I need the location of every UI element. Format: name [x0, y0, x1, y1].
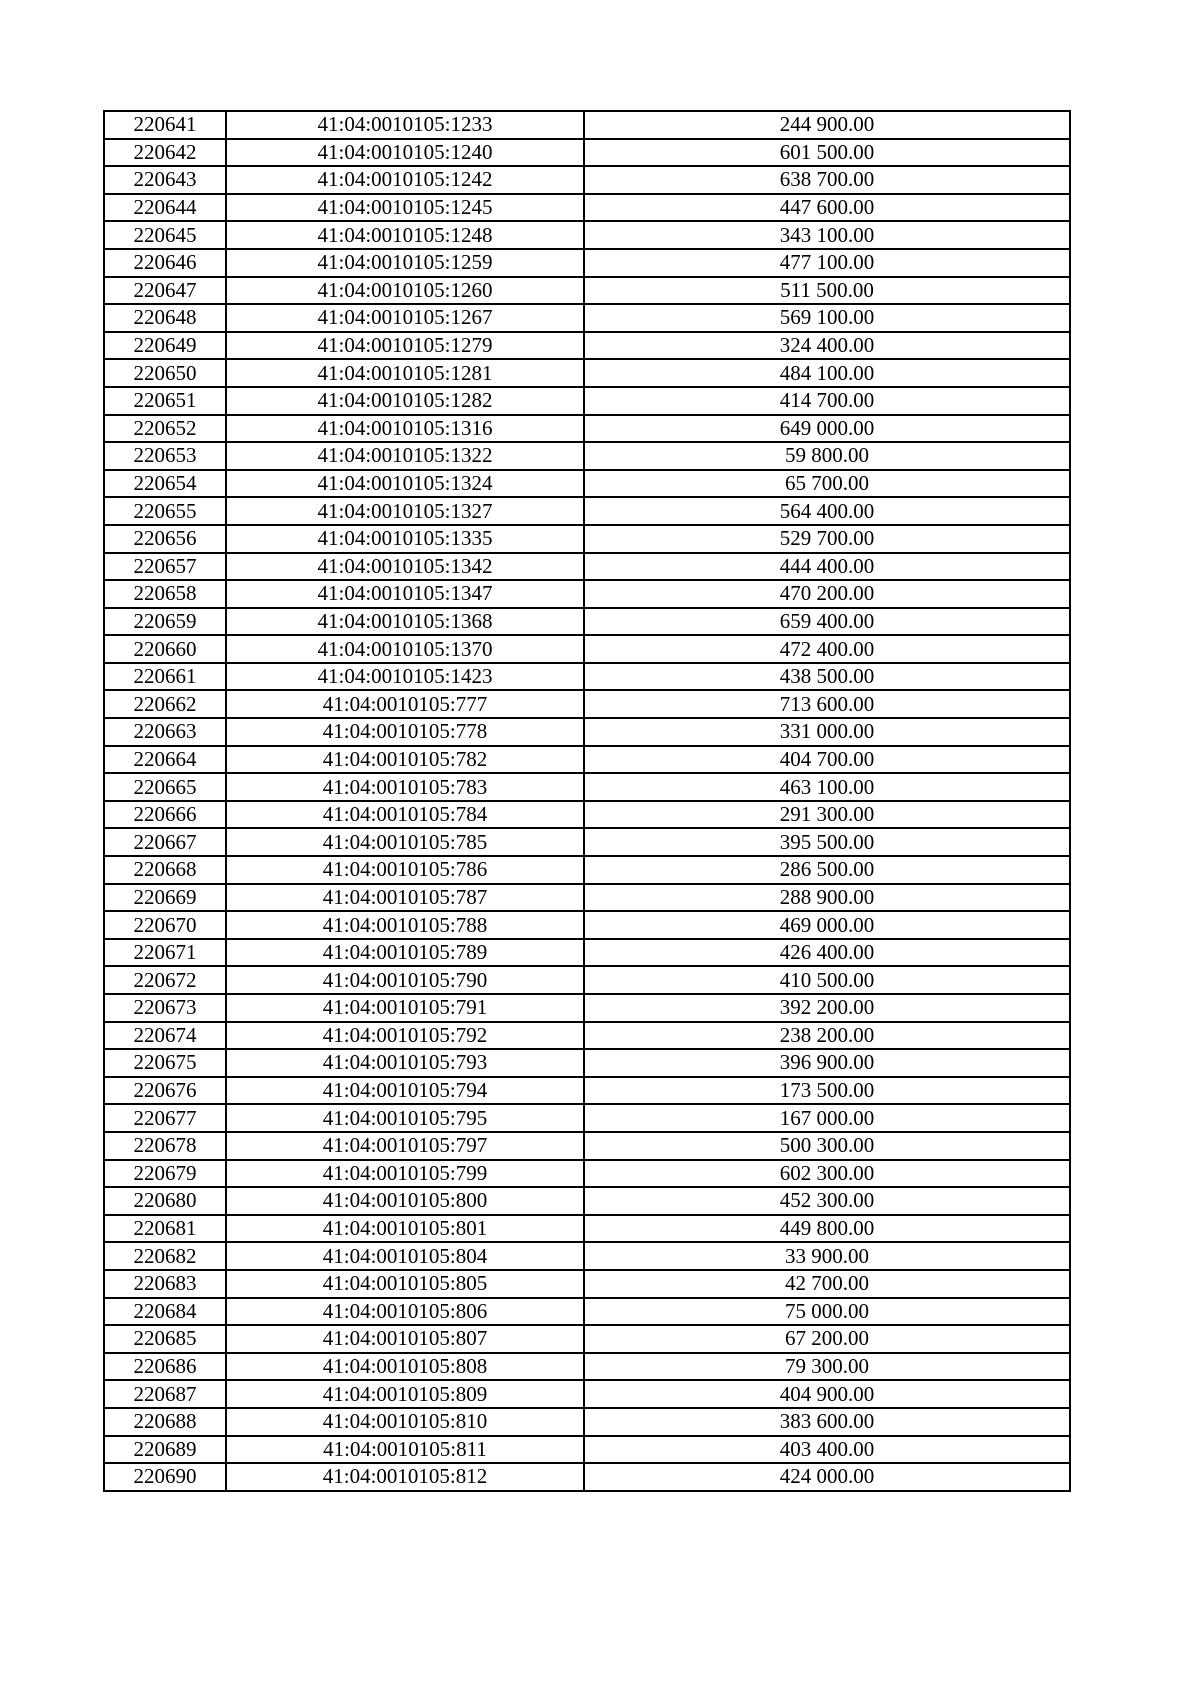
row-number-cell: 220675: [104, 1049, 226, 1077]
row-number-cell: 220654: [104, 470, 226, 498]
cadastral-value-cell: 477 100.00: [584, 249, 1070, 277]
cadastral-value-cell: 75 000.00: [584, 1298, 1070, 1326]
cadastral-value-cell: 67 200.00: [584, 1325, 1070, 1353]
cadastral-number-cell: 41:04:0010105:1260: [226, 277, 584, 305]
cadastral-number-cell: 41:04:0010105:804: [226, 1242, 584, 1270]
cadastral-value-cell: 484 100.00: [584, 359, 1070, 387]
cadastral-number-cell: 41:04:0010105:784: [226, 801, 584, 829]
cadastral-number-cell: 41:04:0010105:1281: [226, 359, 584, 387]
row-number-cell: 220683: [104, 1270, 226, 1298]
table-row: [104, 608, 1070, 636]
cadastral-value-cell: 59 800.00: [584, 442, 1070, 470]
cadastral-value-cell: 65 700.00: [584, 470, 1070, 498]
row-number-cell: 220651: [104, 387, 226, 415]
cadastral-value-cell: 659 400.00: [584, 608, 1070, 636]
cadastral-number-cell: 41:04:0010105:790: [226, 966, 584, 994]
cadastral-number-cell: 41:04:0010105:1316: [226, 415, 584, 443]
table-row: [104, 1022, 1070, 1050]
row-number-cell: 220677: [104, 1104, 226, 1132]
table-row: [104, 690, 1070, 718]
table-row: [104, 1132, 1070, 1160]
table-row: [104, 1270, 1070, 1298]
row-number-cell: 220682: [104, 1242, 226, 1270]
table-row: [104, 442, 1070, 470]
cadastral-value-cell: 173 500.00: [584, 1077, 1070, 1105]
row-number-cell: 220642: [104, 139, 226, 167]
cadastral-number-cell: 41:04:0010105:1342: [226, 553, 584, 581]
row-number-cell: 220663: [104, 718, 226, 746]
row-number-cell: 220647: [104, 277, 226, 305]
cadastral-number-cell: 41:04:0010105:791: [226, 994, 584, 1022]
cadastral-value-cell: 569 100.00: [584, 304, 1070, 332]
table-row: [104, 1077, 1070, 1105]
cadastral-value-cell: 244 900.00: [584, 111, 1070, 139]
cadastral-value-cell: 167 000.00: [584, 1104, 1070, 1132]
row-number-cell: 220656: [104, 525, 226, 553]
row-number-cell: 220671: [104, 939, 226, 967]
table-row: [104, 304, 1070, 332]
table-row: [104, 1160, 1070, 1188]
cadastral-value-cell: 410 500.00: [584, 966, 1070, 994]
cadastral-number-cell: 41:04:0010105:806: [226, 1298, 584, 1326]
cadastral-number-cell: 41:04:0010105:782: [226, 746, 584, 774]
table-row: [104, 718, 1070, 746]
table-row: [104, 1187, 1070, 1215]
row-number-cell: 220659: [104, 608, 226, 636]
cadastral-number-cell: 41:04:0010105:807: [226, 1325, 584, 1353]
table-row: [104, 1408, 1070, 1436]
row-number-cell: 220687: [104, 1380, 226, 1408]
row-number-cell: 220649: [104, 332, 226, 360]
cadastral-number-cell: 41:04:0010105:792: [226, 1022, 584, 1050]
cadastral-value-cell: 500 300.00: [584, 1132, 1070, 1160]
cadastral-number-cell: 41:04:0010105:1233: [226, 111, 584, 139]
table-row: [104, 415, 1070, 443]
table-row: [104, 966, 1070, 994]
table-row: [104, 1215, 1070, 1243]
cadastral-number-cell: 41:04:0010105:799: [226, 1160, 584, 1188]
cadastral-value-cell: 426 400.00: [584, 939, 1070, 967]
row-number-cell: 220653: [104, 442, 226, 470]
cadastral-number-cell: 41:04:0010105:788: [226, 911, 584, 939]
cadastral-number-cell: 41:04:0010105:1245: [226, 194, 584, 222]
cadastral-value-cell: 414 700.00: [584, 387, 1070, 415]
table-row: [104, 773, 1070, 801]
cadastral-value-cell: 383 600.00: [584, 1408, 1070, 1436]
cadastral-value-cell: 444 400.00: [584, 553, 1070, 581]
cadastral-value-cell: 424 000.00: [584, 1463, 1070, 1491]
cadastral-value-cell: 601 500.00: [584, 139, 1070, 167]
cadastral-number-cell: 41:04:0010105:809: [226, 1380, 584, 1408]
cadastral-number-cell: 41:04:0010105:1267: [226, 304, 584, 332]
table-row: [104, 497, 1070, 525]
table-row: [104, 1104, 1070, 1132]
table-row: [104, 387, 1070, 415]
cadastral-number-cell: 41:04:0010105:793: [226, 1049, 584, 1077]
row-number-cell: 220641: [104, 111, 226, 139]
cadastral-value-cell: 438 500.00: [584, 663, 1070, 691]
cadastral-number-cell: 41:04:0010105:1242: [226, 166, 584, 194]
table-row: [104, 1463, 1070, 1491]
table-row: [104, 1049, 1070, 1077]
cadastral-number-cell: 41:04:0010105:808: [226, 1353, 584, 1381]
row-number-cell: 220680: [104, 1187, 226, 1215]
cadastral-number-cell: 41:04:0010105:1322: [226, 442, 584, 470]
row-number-cell: 220643: [104, 166, 226, 194]
cadastral-value-cell: 291 300.00: [584, 801, 1070, 829]
row-number-cell: 220644: [104, 194, 226, 222]
table-row: [104, 828, 1070, 856]
cadastral-value-cell: 238 200.00: [584, 1022, 1070, 1050]
table-row: [104, 111, 1070, 139]
row-number-cell: 220678: [104, 1132, 226, 1160]
cadastral-number-cell: 41:04:0010105:1240: [226, 139, 584, 167]
row-number-cell: 220662: [104, 690, 226, 718]
table-row: [104, 911, 1070, 939]
row-number-cell: 220652: [104, 415, 226, 443]
row-number-cell: 220666: [104, 801, 226, 829]
cadastral-number-cell: 41:04:0010105:1259: [226, 249, 584, 277]
cadastral-number-cell: 41:04:0010105:1347: [226, 580, 584, 608]
cadastral-number-cell: 41:04:0010105:787: [226, 884, 584, 912]
cadastral-value-cell: 324 400.00: [584, 332, 1070, 360]
cadastral-value-cell: 449 800.00: [584, 1215, 1070, 1243]
cadastral-value-cell: 288 900.00: [584, 884, 1070, 912]
row-number-cell: 220672: [104, 966, 226, 994]
row-number-cell: 220645: [104, 221, 226, 249]
row-number-cell: 220665: [104, 773, 226, 801]
table-row: [104, 1298, 1070, 1326]
row-number-cell: 220664: [104, 746, 226, 774]
cadastral-value-cell: 463 100.00: [584, 773, 1070, 801]
cadastral-number-cell: 41:04:0010105:789: [226, 939, 584, 967]
table-row: [104, 1436, 1070, 1464]
cadastral-value-cell: 649 000.00: [584, 415, 1070, 443]
table-row: [104, 249, 1070, 277]
cadastral-number-cell: 41:04:0010105:778: [226, 718, 584, 746]
cadastral-number-cell: 41:04:0010105:1335: [226, 525, 584, 553]
cadastral-value-cell: 33 900.00: [584, 1242, 1070, 1270]
cadastral-value-cell: 42 700.00: [584, 1270, 1070, 1298]
cadastral-value-cell: 396 900.00: [584, 1049, 1070, 1077]
table-row: [104, 939, 1070, 967]
row-number-cell: 220667: [104, 828, 226, 856]
cadastral-number-cell: 41:04:0010105:805: [226, 1270, 584, 1298]
cadastral-number-cell: 41:04:0010105:1327: [226, 497, 584, 525]
cadastral-value-cell: 447 600.00: [584, 194, 1070, 222]
cadastral-number-cell: 41:04:0010105:1248: [226, 221, 584, 249]
row-number-cell: 220684: [104, 1298, 226, 1326]
table-row: [104, 553, 1070, 581]
cadastral-value-cell: 286 500.00: [584, 856, 1070, 884]
cadastral-value-cell: 529 700.00: [584, 525, 1070, 553]
table-row: [104, 746, 1070, 774]
table-body: [104, 111, 1070, 1491]
cadastral-number-cell: 41:04:0010105:794: [226, 1077, 584, 1105]
cadastral-value-cell: 713 600.00: [584, 690, 1070, 718]
row-number-cell: 220688: [104, 1408, 226, 1436]
cadastral-value-cell: 452 300.00: [584, 1187, 1070, 1215]
cadastral-number-cell: 41:04:0010105:801: [226, 1215, 584, 1243]
cadastral-value-cell: 511 500.00: [584, 277, 1070, 305]
row-number-cell: 220679: [104, 1160, 226, 1188]
cadastral-value-cell: 404 700.00: [584, 746, 1070, 774]
table-row: [104, 663, 1070, 691]
cadastral-value-cell: 469 000.00: [584, 911, 1070, 939]
cadastral-number-cell: 41:04:0010105:1368: [226, 608, 584, 636]
row-number-cell: 220674: [104, 1022, 226, 1050]
cadastral-value-cell: 395 500.00: [584, 828, 1070, 856]
table-row: [104, 801, 1070, 829]
table-row: [104, 139, 1070, 167]
row-number-cell: 220661: [104, 663, 226, 691]
cadastral-number-cell: 41:04:0010105:785: [226, 828, 584, 856]
row-number-cell: 220660: [104, 635, 226, 663]
cadastral-number-cell: 41:04:0010105:1279: [226, 332, 584, 360]
table-row: [104, 1325, 1070, 1353]
row-number-cell: 220648: [104, 304, 226, 332]
row-number-cell: 220669: [104, 884, 226, 912]
cadastral-value-cell: 638 700.00: [584, 166, 1070, 194]
table-row: [104, 580, 1070, 608]
cadastral-number-cell: 41:04:0010105:1324: [226, 470, 584, 498]
row-number-cell: 220668: [104, 856, 226, 884]
cadastral-number-cell: 41:04:0010105:783: [226, 773, 584, 801]
row-number-cell: 220646: [104, 249, 226, 277]
cadastral-number-cell: 41:04:0010105:1423: [226, 663, 584, 691]
row-number-cell: 220657: [104, 553, 226, 581]
cadastral-number-cell: 41:04:0010105:1370: [226, 635, 584, 663]
cadastral-number-cell: 41:04:0010105:777: [226, 690, 584, 718]
cadastral-number-cell: 41:04:0010105:797: [226, 1132, 584, 1160]
cadastral-value-cell: 602 300.00: [584, 1160, 1070, 1188]
cadastral-value-cell: 470 200.00: [584, 580, 1070, 608]
cadastral-value-cell: 564 400.00: [584, 497, 1070, 525]
row-number-cell: 220686: [104, 1353, 226, 1381]
row-number-cell: 220676: [104, 1077, 226, 1105]
row-number-cell: 220673: [104, 994, 226, 1022]
cadastral-number-cell: 41:04:0010105:800: [226, 1187, 584, 1215]
cadastral-value-table: [103, 110, 1071, 1492]
table-row: [104, 1353, 1070, 1381]
row-number-cell: 220655: [104, 497, 226, 525]
table-row: [104, 635, 1070, 663]
cadastral-number-cell: 41:04:0010105:810: [226, 1408, 584, 1436]
cadastral-value-cell: 403 400.00: [584, 1436, 1070, 1464]
table-row: [104, 194, 1070, 222]
table-row: [104, 221, 1070, 249]
row-number-cell: 220690: [104, 1463, 226, 1491]
cadastral-number-cell: 41:04:0010105:812: [226, 1463, 584, 1491]
table-row: [104, 470, 1070, 498]
table-row: [104, 856, 1070, 884]
table-row: [104, 525, 1070, 553]
row-number-cell: 220650: [104, 359, 226, 387]
cadastral-value-cell: 472 400.00: [584, 635, 1070, 663]
table-row: [104, 166, 1070, 194]
cadastral-number-cell: 41:04:0010105:1282: [226, 387, 584, 415]
row-number-cell: 220681: [104, 1215, 226, 1243]
cadastral-number-cell: 41:04:0010105:795: [226, 1104, 584, 1132]
table-row: [104, 1380, 1070, 1408]
cadastral-value-cell: 404 900.00: [584, 1380, 1070, 1408]
cadastral-value-cell: 392 200.00: [584, 994, 1070, 1022]
cadastral-value-cell: 331 000.00: [584, 718, 1070, 746]
table-row: [104, 1242, 1070, 1270]
table-row: [104, 994, 1070, 1022]
table-row: [104, 359, 1070, 387]
table-row: [104, 277, 1070, 305]
cadastral-value-cell: 79 300.00: [584, 1353, 1070, 1381]
cadastral-number-cell: 41:04:0010105:786: [226, 856, 584, 884]
table-row: [104, 332, 1070, 360]
row-number-cell: 220670: [104, 911, 226, 939]
cadastral-value-cell: 343 100.00: [584, 221, 1070, 249]
row-number-cell: 220685: [104, 1325, 226, 1353]
cadastral-number-cell: 41:04:0010105:811: [226, 1436, 584, 1464]
row-number-cell: 220689: [104, 1436, 226, 1464]
table-row: [104, 884, 1070, 912]
row-number-cell: 220658: [104, 580, 226, 608]
